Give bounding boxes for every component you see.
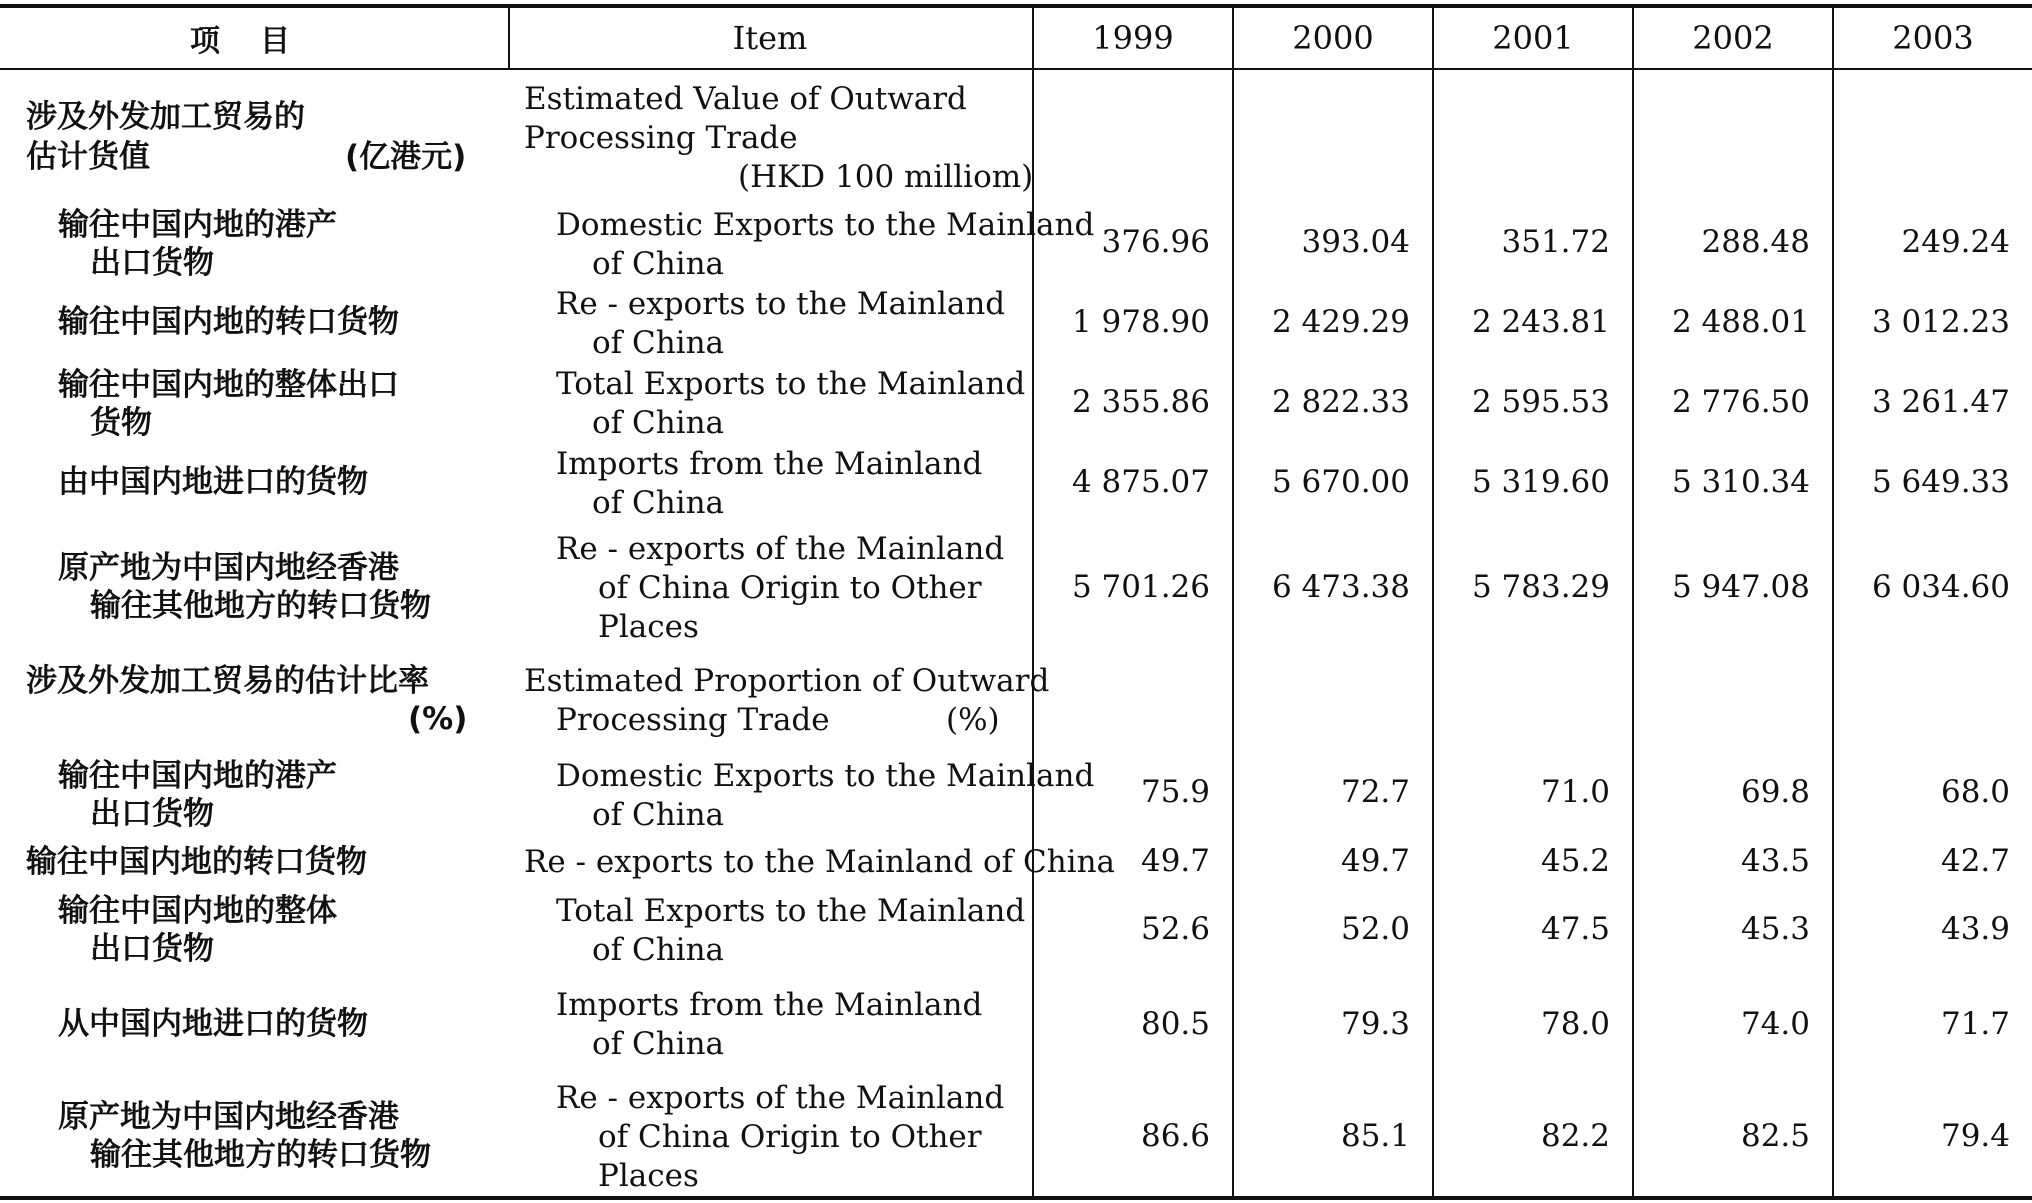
ratio-row-3-2001: 47.5	[1540, 911, 1610, 947]
ratio-row-3-2003: 43.9	[1940, 911, 2010, 947]
value-row-3-1999: 2 355.86	[1071, 384, 1210, 420]
value-row-4-en-line1: Imports from the Mainland	[556, 446, 983, 482]
value-row-1-cn-line1: 输往中国内地的港产	[58, 207, 337, 243]
header-year-2001: 2001	[1492, 19, 1574, 57]
ratio-row-1-2002: 69.8	[1740, 774, 1810, 810]
table-bottom-rule	[0, 1196, 2032, 1200]
header-item-en: Item	[732, 19, 808, 57]
ratio-row-1-cn-line1: 输往中国内地的港产	[58, 758, 337, 794]
ratio-row-1-cn-line2: 出口货物	[90, 796, 214, 832]
value-row-5-1999: 5 701.26	[1071, 569, 1210, 605]
value-row-3-2001: 2 595.53	[1471, 384, 1610, 420]
ratio-row-5-2000: 85.1	[1340, 1118, 1410, 1154]
ratio-row-3-1999: 52.6	[1140, 911, 1210, 947]
ratio-row-2-en-line1: Re - exports to the Mainland of China	[524, 844, 1116, 880]
value-row-5-en-line2: of China Origin to Other	[598, 570, 982, 606]
value-row-4-2003: 5 649.33	[1871, 464, 2010, 500]
section-value-unit-en: (HKD 100 milliom)	[738, 159, 1034, 195]
value-row-4-en-line2: of China	[592, 485, 725, 521]
value-row-5-cn-line2: 输往其他地方的转口货物	[90, 588, 431, 624]
section-ratio-title-en-line1: Estimated Proportion of Outward	[524, 663, 1050, 699]
value-row-5-2001: 5 783.29	[1471, 569, 1610, 605]
value-row-3-en-line1: Total Exports to the Mainland	[556, 366, 1026, 402]
ratio-row-4-en-line2: of China	[592, 1026, 725, 1062]
section-ratio-title-en-line2: Processing Trade	[556, 702, 830, 738]
value-row-4-cn-line1: 由中国内地进口的货物	[58, 464, 368, 500]
ratio-row-3-2002: 45.3	[1740, 911, 1810, 947]
value-row-5-2000: 6 473.38	[1271, 569, 1410, 605]
value-row-5-en-line3: Places	[598, 609, 699, 645]
ratio-row-2-cn-line1: 输往中国内地的转口货物	[26, 844, 367, 880]
header-year-2003: 2003	[1892, 19, 1974, 57]
value-row-3-2003: 3 261.47	[1871, 384, 2010, 420]
ratio-row-5-2002: 82.5	[1740, 1118, 1810, 1154]
table-header-rule	[0, 68, 2032, 70]
ratio-row-3-2000: 52.0	[1340, 911, 1410, 947]
section-value-title-en-line2: Processing Trade	[524, 120, 798, 156]
value-row-5-2003: 6 034.60	[1871, 569, 2010, 605]
value-row-1-en-line2: of China	[592, 246, 725, 282]
value-row-2-2002: 2 488.01	[1671, 304, 1810, 340]
value-row-2-en-line1: Re - exports to the Mainland	[556, 286, 1006, 322]
value-row-5-en-line1: Re - exports of the Mainland	[556, 531, 1005, 567]
ratio-row-5-en-line1: Re - exports of the Mainland	[556, 1080, 1005, 1116]
section-ratio-unit-cn: (%)	[408, 701, 468, 737]
ratio-row-5-en-line2: of China Origin to Other	[598, 1119, 982, 1155]
section-value-title-en-line1: Estimated Value of Outward	[524, 81, 967, 117]
header-year-2002: 2002	[1692, 19, 1774, 57]
value-row-2-2000: 2 429.29	[1271, 304, 1410, 340]
value-row-5-cn-line1: 原产地为中国内地经香港	[58, 550, 399, 586]
value-row-4-2001: 5 319.60	[1471, 464, 1610, 500]
ratio-row-5-cn-line2: 输往其他地方的转口货物	[90, 1137, 431, 1173]
ratio-row-5-2001: 82.2	[1540, 1118, 1610, 1154]
ratio-row-1-2003: 68.0	[1940, 774, 2010, 810]
value-row-2-cn-line1: 输往中国内地的转口货物	[58, 304, 399, 340]
ratio-row-5-en-line3: Places	[598, 1158, 699, 1194]
section-ratio-title-cn-line1: 涉及外发加工贸易的估计比率	[26, 663, 429, 699]
ratio-row-5-2003: 79.4	[1940, 1118, 2010, 1154]
section-ratio-unit-en: (%)	[946, 702, 1000, 738]
ratio-row-3-en-line1: Total Exports to the Mainland	[556, 893, 1026, 929]
section-value-unit-cn: (亿港元)	[345, 139, 467, 175]
section-value-title-cn-line2: 估计货值	[26, 139, 150, 175]
value-row-1-2001: 351.72	[1501, 224, 1610, 260]
ratio-row-1-1999: 75.9	[1140, 774, 1210, 810]
ratio-row-5-cn-line1: 原产地为中国内地经香港	[58, 1099, 399, 1135]
ratio-row-2-2001: 45.2	[1540, 843, 1610, 879]
value-row-4-2000: 5 670.00	[1271, 464, 1410, 500]
ratio-row-1-2000: 72.7	[1340, 774, 1410, 810]
header-year-2000: 2000	[1292, 19, 1374, 57]
value-row-3-cn-line1: 输往中国内地的整体出口	[58, 367, 399, 403]
value-row-1-2000: 393.04	[1301, 224, 1410, 260]
ratio-row-3-en-line2: of China	[592, 932, 725, 968]
value-row-4-2002: 5 310.34	[1671, 464, 1810, 500]
ratio-row-2-2002: 43.5	[1740, 843, 1810, 879]
ratio-row-2-1999: 49.7	[1140, 843, 1210, 879]
ratio-row-4-2000: 79.3	[1340, 1006, 1410, 1042]
ratio-row-4-2001: 78.0	[1540, 1006, 1610, 1042]
ratio-row-2-2003: 42.7	[1940, 843, 2010, 879]
header-item-cn: 项目	[190, 24, 330, 59]
ratio-row-1-en-line2: of China	[592, 797, 725, 833]
value-row-3-en-line2: of China	[592, 405, 725, 441]
ratio-row-1-2001: 71.0	[1540, 774, 1610, 810]
value-row-3-cn-line2: 货物	[90, 405, 152, 441]
ratio-row-3-cn-line1: 输往中国内地的整体	[58, 893, 337, 929]
header-year-1999: 1999	[1092, 19, 1174, 57]
value-row-2-en-line2: of China	[592, 325, 725, 361]
ratio-row-3-cn-line2: 出口货物	[90, 931, 214, 967]
ratio-row-5-1999: 86.6	[1140, 1118, 1210, 1154]
value-row-1-2002: 288.48	[1701, 224, 1810, 260]
ratio-row-2-2000: 49.7	[1340, 843, 1410, 879]
value-row-3-2002: 2 776.50	[1671, 384, 1810, 420]
ratio-row-4-1999: 80.5	[1140, 1006, 1210, 1042]
value-row-1-cn-line2: 出口货物	[90, 245, 214, 281]
section-value-title-cn-line1: 涉及外发加工贸易的	[26, 99, 305, 135]
value-row-1-en-line1: Domestic Exports to the Mainland	[556, 207, 1095, 243]
value-row-2-2001: 2 243.81	[1471, 304, 1610, 340]
value-row-3-2000: 2 822.33	[1271, 384, 1410, 420]
ratio-row-4-cn-line1: 从中国内地进口的货物	[58, 1006, 368, 1042]
ratio-row-4-2003: 71.7	[1940, 1006, 2010, 1042]
value-row-1-2003: 249.24	[1901, 224, 2010, 260]
ratio-row-1-en-line1: Domestic Exports to the Mainland	[556, 758, 1095, 794]
value-row-4-1999: 4 875.07	[1071, 464, 1210, 500]
column-rule-cn-en	[508, 6, 510, 70]
value-row-5-2002: 5 947.08	[1671, 569, 1810, 605]
value-row-2-2003: 3 012.23	[1871, 304, 2010, 340]
ratio-row-4-en-line1: Imports from the Mainland	[556, 987, 983, 1023]
ratio-row-4-2002: 74.0	[1740, 1006, 1810, 1042]
value-row-1-1999: 376.96	[1101, 224, 1210, 260]
value-row-2-1999: 1 978.90	[1071, 304, 1210, 340]
